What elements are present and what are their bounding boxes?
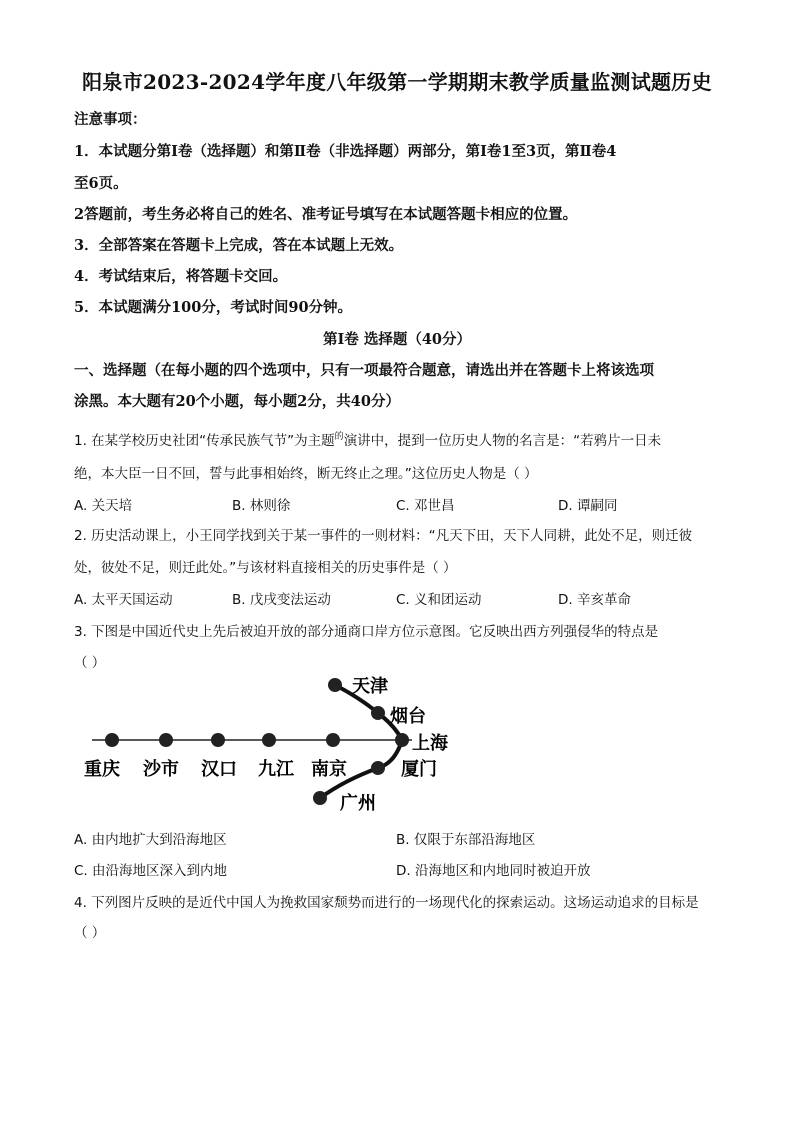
question-1-option-d[interactable]: D. 谭嗣同 — [558, 498, 618, 514]
notice-heading: 注意事项： — [74, 111, 147, 128]
question-1-option-b[interactable]: B. 林则徐 — [232, 498, 291, 514]
port-label-chongqing: 重庆 — [84, 759, 120, 780]
section-instructions-1: 一、选择题（在每小题的四个选项中，只有一项最符合题意，请选出并在答题卡上将该选项 — [74, 362, 654, 379]
question-3-stem-line2: （ ） — [74, 655, 106, 671]
question-4-stem-line2: （ ） — [74, 925, 106, 941]
notice-item-3: 3．全部答案在答题卡上完成，答在本试题上无效。 — [74, 237, 404, 254]
port-dot-shanghai — [395, 733, 409, 747]
port-dot-nanjing — [326, 733, 340, 747]
question-1-option-a[interactable]: A. 关天培 — [74, 498, 133, 514]
notice-item-4: 4．考试结束后，将答题卡交回。 — [74, 268, 288, 285]
port-label-yantai: 烟台 — [390, 706, 426, 727]
question-2-stem-line1: 2. 历史活动课上，小王同学找到关于某一事件的一则材料：“凡天下田，天下人同耕，此处不足，则迁彼 — [74, 528, 693, 544]
question-3-stem-line1: 3. 下图是中国近代史上先后被迫开放的部分通商口岸方位示意图。它反映出西方列强侵华的特点是 — [74, 624, 659, 640]
port-dot-guangzhou — [313, 791, 327, 805]
question-1-stem-line2: 绝，本大臣一日不回，誓与此事相始终，断无终止之理。”这位历史人物是（ ） — [74, 466, 538, 482]
question-1-stem-b: 演讲中，提到一位历史人物的名言是：“若鸦片一日未 — [343, 433, 662, 449]
port-dot-chongqing — [105, 733, 119, 747]
port-dot-hankou — [211, 733, 225, 747]
question-1-superscript: 的 — [334, 432, 344, 442]
port-label-guangzhou: 广州 — [340, 793, 376, 814]
port-label-hankou: 汉口 — [201, 759, 237, 780]
question-2-stem-line2: 处，彼处不足，则迁此处。”与该材料直接相关的历史事件是（ ） — [74, 560, 457, 576]
question-2-option-a[interactable]: A. 太平天国运动 — [74, 592, 173, 608]
notice-item-1: 1．本试题分第Ⅰ卷（选择题）和第Ⅱ卷（非选择题）两部分，第Ⅰ卷1至3页，第Ⅱ卷4 — [74, 143, 617, 160]
section-title: 第Ⅰ卷 选择题（40分） — [322, 331, 471, 348]
treaty-ports-diagram — [0, 668, 794, 828]
port-dot-yantai — [371, 706, 385, 720]
question-4-stem-line1: 4. 下列图片反映的是近代中国人为挽救国家颓势而进行的一场现代化的探索运动。这场运动追求的目标是 — [74, 895, 699, 911]
port-label-xiamen: 厦门 — [401, 759, 437, 780]
port-label-nanjing: 南京 — [311, 759, 347, 780]
port-dot-shashi — [159, 733, 173, 747]
page-title: 阳泉市2023-2024学年度八年级第一学期期末教学质量监测试题历史 — [82, 70, 712, 94]
port-dot-xiamen — [371, 761, 385, 775]
port-label-jiujiang: 九江 — [258, 759, 294, 780]
question-1-option-c[interactable]: C. 邓世昌 — [396, 498, 455, 514]
question-1-stem-a: 1. 在某学校历史社团“传承民族气节”为主题 — [74, 433, 335, 449]
question-3-option-d[interactable]: D. 沿海地区和内地同时被迫开放 — [396, 863, 591, 879]
question-2-option-d[interactable]: D. 辛亥革命 — [558, 592, 631, 608]
question-3-option-b[interactable]: B. 仅限于东部沿海地区 — [396, 832, 536, 848]
question-3-option-a[interactable]: A. 由内地扩大到沿海地区 — [74, 832, 227, 848]
question-2-option-c[interactable]: C. 义和团运动 — [396, 592, 482, 608]
port-label-shanghai: 上海 — [412, 733, 448, 754]
notice-item-1-cont: 至6页。 — [74, 175, 128, 192]
question-3-option-c[interactable]: C. 由沿海地区深入到内地 — [74, 863, 228, 879]
question-1-stem-line1 — [74, 429, 661, 449]
notice-item-5: 5．本试题满分100分，考试时间90分钟。 — [74, 299, 353, 316]
port-dot-jiujiang — [262, 733, 276, 747]
notice-item-2: 2答题前，考生务必将自己的姓名、准考证号填写在本试题答题卡相应的位置。 — [74, 206, 578, 223]
port-label-shashi: 沙市 — [143, 759, 179, 780]
question-2-option-b[interactable]: B. 戊戌变法运动 — [232, 592, 331, 608]
port-label-tianjin: 天津 — [352, 676, 388, 697]
port-dot-tianjin — [328, 678, 342, 692]
section-instructions-2: 涂黑。本大题有20个小题，每小题2分，共40分） — [74, 393, 400, 410]
